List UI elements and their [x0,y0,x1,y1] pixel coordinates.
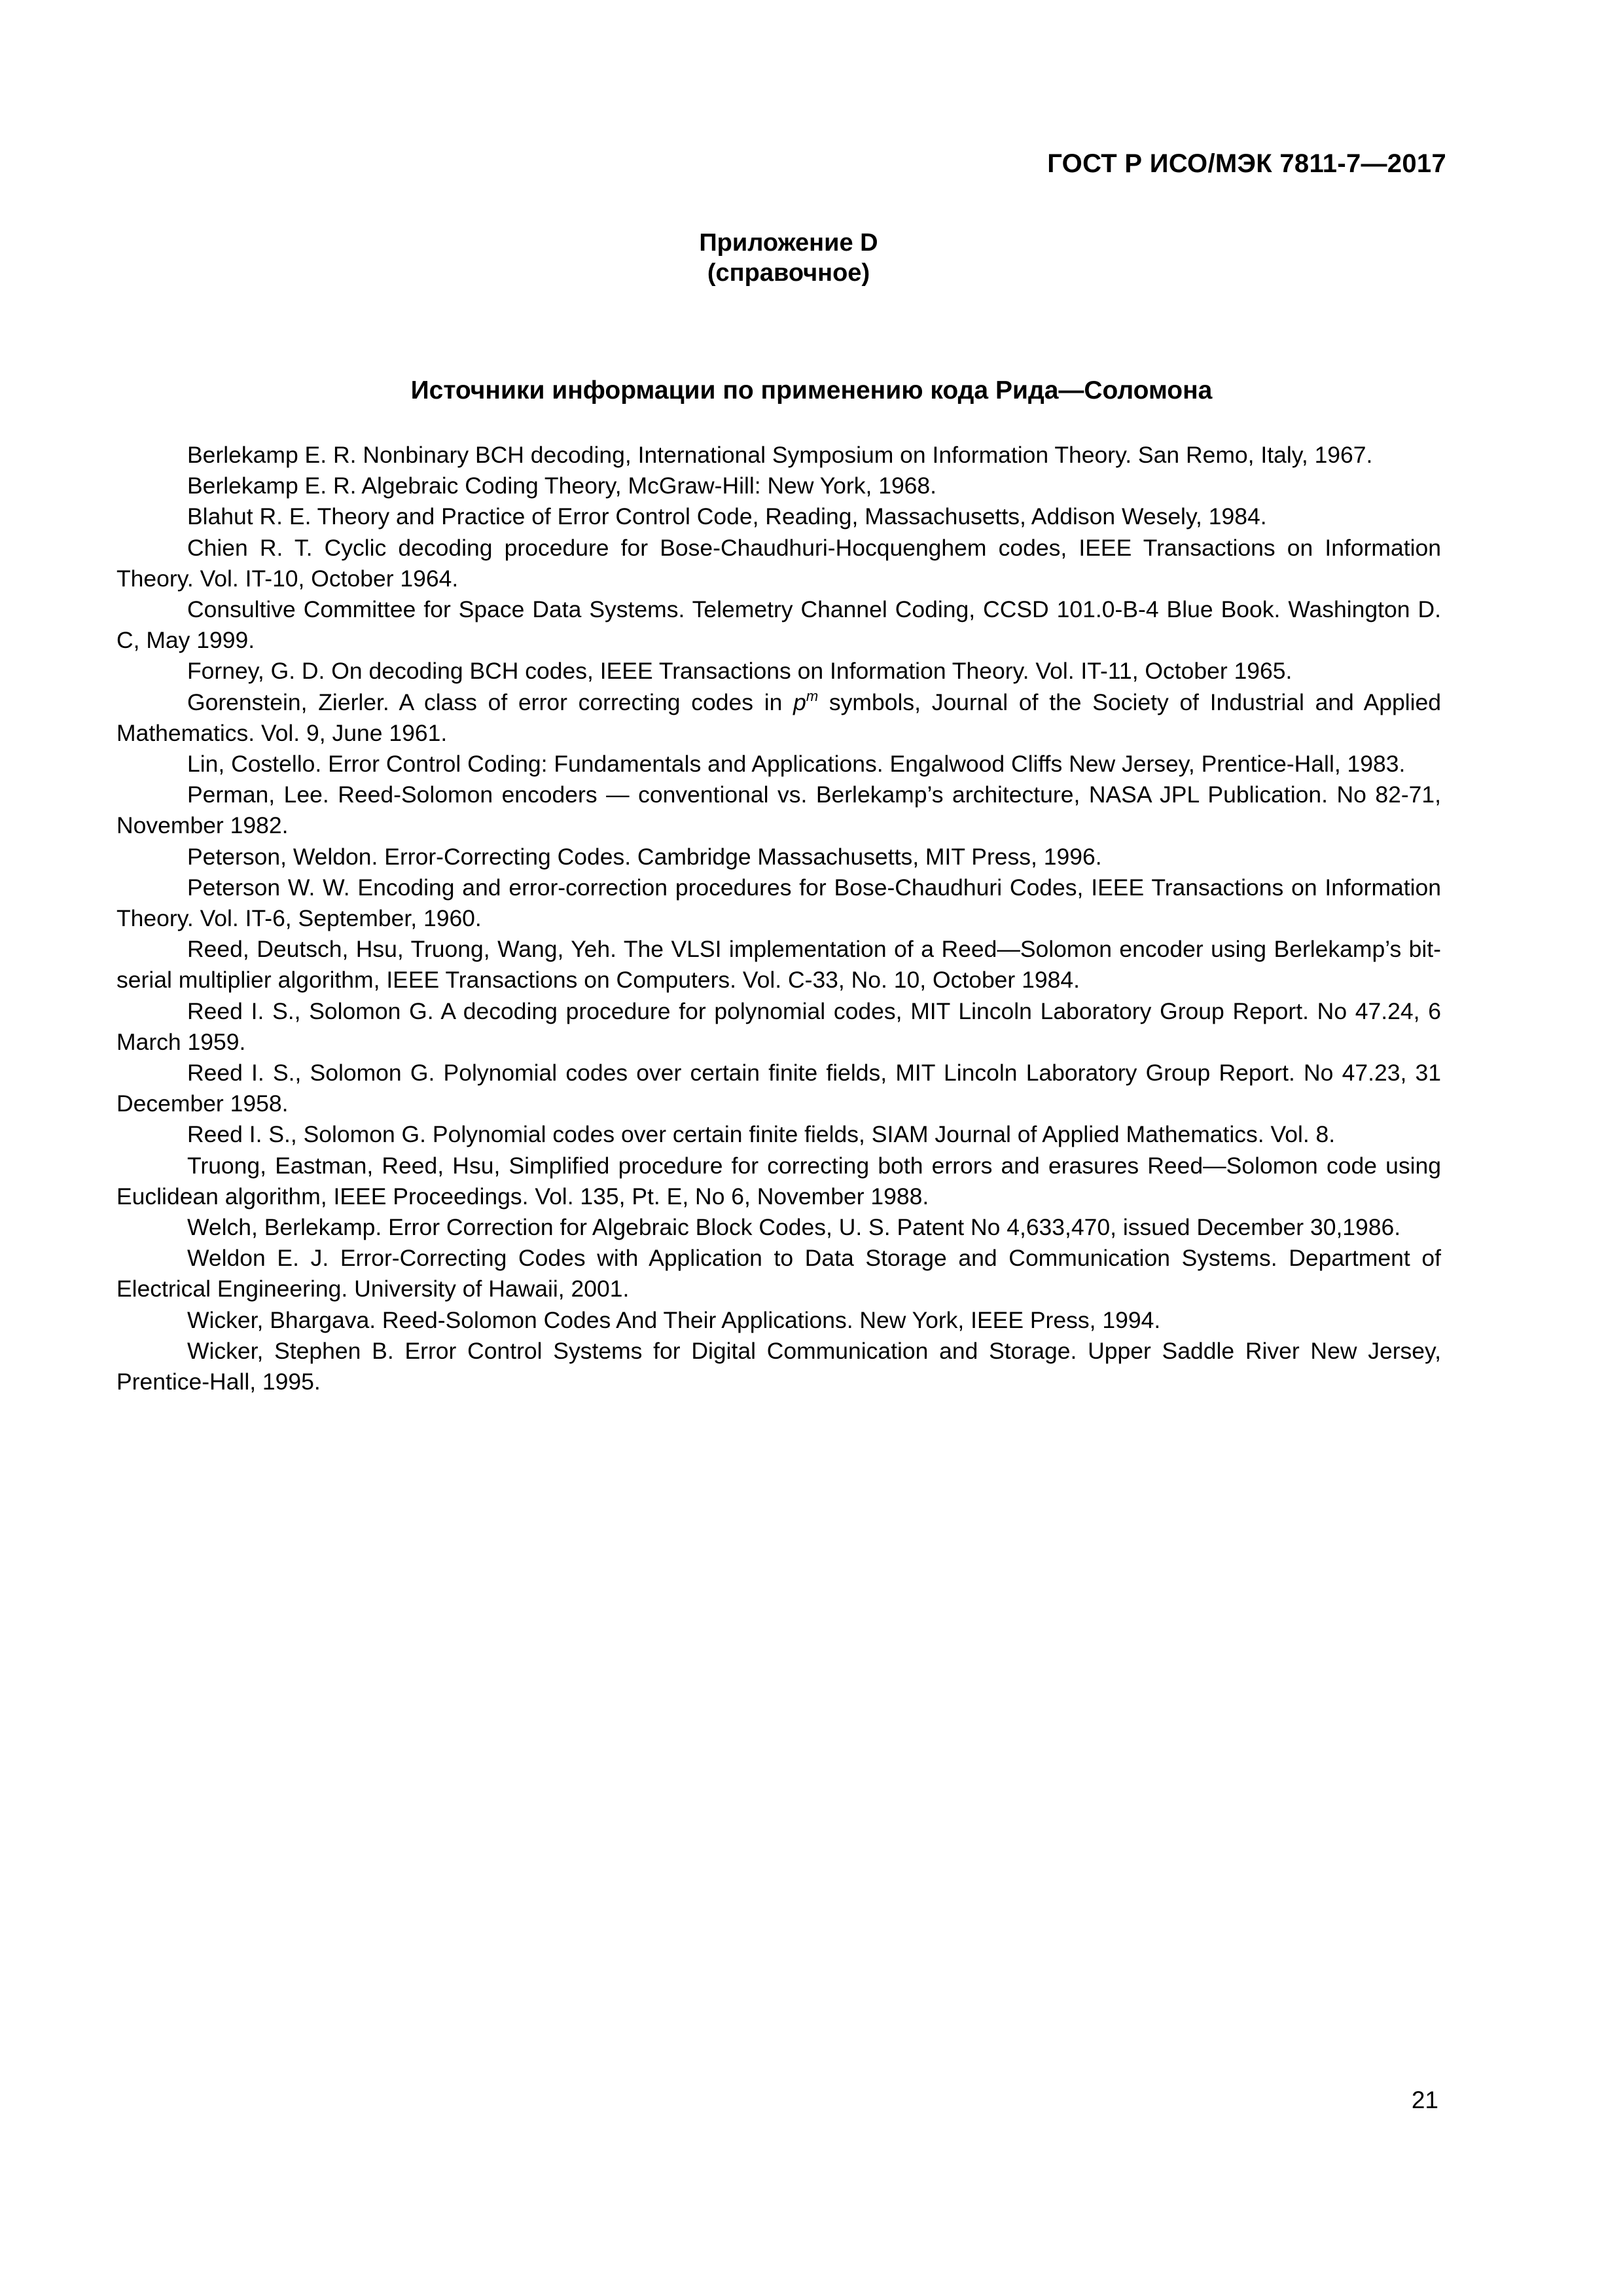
annex-heading [677,228,900,288]
reference-item: Peterson, Weldon. Error-Correcting Codes. Cambridge Massachusetts, MIT Press, 1996. [187,843,1102,870]
reference-item: Reed I. S., Solomon G. Polynomial codes over certain finite fields, SIAM Journal of Applied Mathematics. Vol. 8. [187,1121,1336,1148]
reference-item: Reed, Deutsch, Hsu, Truong, Wang, Yeh. The VLSI implementation of a Reed—Solomon encoder using Berlekamp’s bit-serial multiplier algorithm, IEEE Transactions on Computers. Vol. C-33, No. 10, October 1984. [116,936,1441,994]
annex-label: Приложение D [699,229,878,257]
page-number: 21 [1411,2087,1438,2113]
reference-item: Reed I. S., Solomon G. Polynomial codes over certain finite fields, MIT Lincoln Laboratory Group Report. No 47.23, 31 December 1958. [116,1060,1441,1117]
reference-item: Wicker, Bhargava. Reed-Solomon Codes And Their Applications. New York, IEEE Press, 1994. [187,1306,1161,1333]
reference-item: Truong, Eastman, Reed, Hsu, Simplified procedure for correcting both errors and erasures Reed—Solomon code using Euclidean algorithm, IEEE Proceedings. Vol. 135, Pt. E, No 6, November 1988. [116,1152,1441,1210]
reference-item: Chien R. T. Cyclic decoding procedure for Bose-Chaudhuri-Hocquenghem codes, IEEE Transactions on Information Theory. Vol. IT-10, October 1964. [116,534,1441,592]
reference-item: Berlekamp E. R. Algebraic Coding Theory, McGraw-Hill: New York, 1968. [187,473,937,499]
reference-item: Blahut R. E. Theory and Practice of Error Control Code, Reading, Massachusetts, Addison Wesely, 1984. [187,503,1267,530]
reference-text-part: Gorenstein, Zierler. A class of error correcting codes in [187,689,794,715]
section-title: Источники информации по применению кода Рида—Соломона [410,376,1213,404]
reference-item: Welch, Berlekamp. Error Correction for Algebraic Block Codes, U. S. Patent No 4,633,470, issued December 30,1986. [187,1214,1401,1241]
reference-text-part: symbols, Journal of the Society of Industrial and Applied Mathematics. Vol. 9, June 1961. [116,689,1442,746]
reference-item: Weldon E. J. Error-Correcting Codes with Application to Data Storage and Communication Systems. Department of Electrical Engineering. University of Hawaii, 2001. [116,1245,1441,1302]
reference-item [116,687,1441,749]
reference-item: Wicker, Stephen B. Error Control Systems for Digital Communication and Storage. Upper Saddle River New Jersey, Prentice-Hall, 1995. [116,1337,1441,1395]
annex-type: (справочное) [707,259,870,287]
math-variable: p [793,689,806,715]
reference-item: Consultive Committee for Space Data Systems. Telemetry Channel Coding, CCSD 101.0-B-4 Blue Book. Washington D. C, May 1999. [116,596,1441,654]
reference-item: Reed I. S., Solomon G. A decoding procedure for polynomial codes, MIT Lincoln Laboratory Group Report. No 47.24, 6 March 1959. [116,997,1441,1055]
reference-list [116,440,1441,1397]
reference-item: Perman, Lee. Reed-Solomon encoders — conventional vs. Berlekamp’s architecture, NASA JPL Publication. No 82-71, November 1982. [116,781,1441,839]
math-exponent: m [806,687,819,704]
reference-item: Lin, Costello. Error Control Coding: Fundamentals and Applications. Engalwood Cliffs New Jersey, Prentice-Hall, 1983. [187,751,1406,778]
reference-item: Berlekamp E. R. Nonbinary BCH decoding, International Symposium on Information Theory. San Remo, Italy, 1967. [187,442,1373,468]
reference-item: Peterson W. W. Encoding and error-correction procedures for Bose-Chaudhuri Codes, IEEE Transactions on Information Theory. Vol. IT-6, September, 1960. [116,874,1441,932]
reference-item: Forney, G. D. On decoding BCH codes, IEEE Transactions on Information Theory. Vol. IT-11, October 1965. [187,658,1293,685]
standard-header: ГОСТ Р ИСО/МЭК 7811-7—2017 [1047,149,1446,178]
